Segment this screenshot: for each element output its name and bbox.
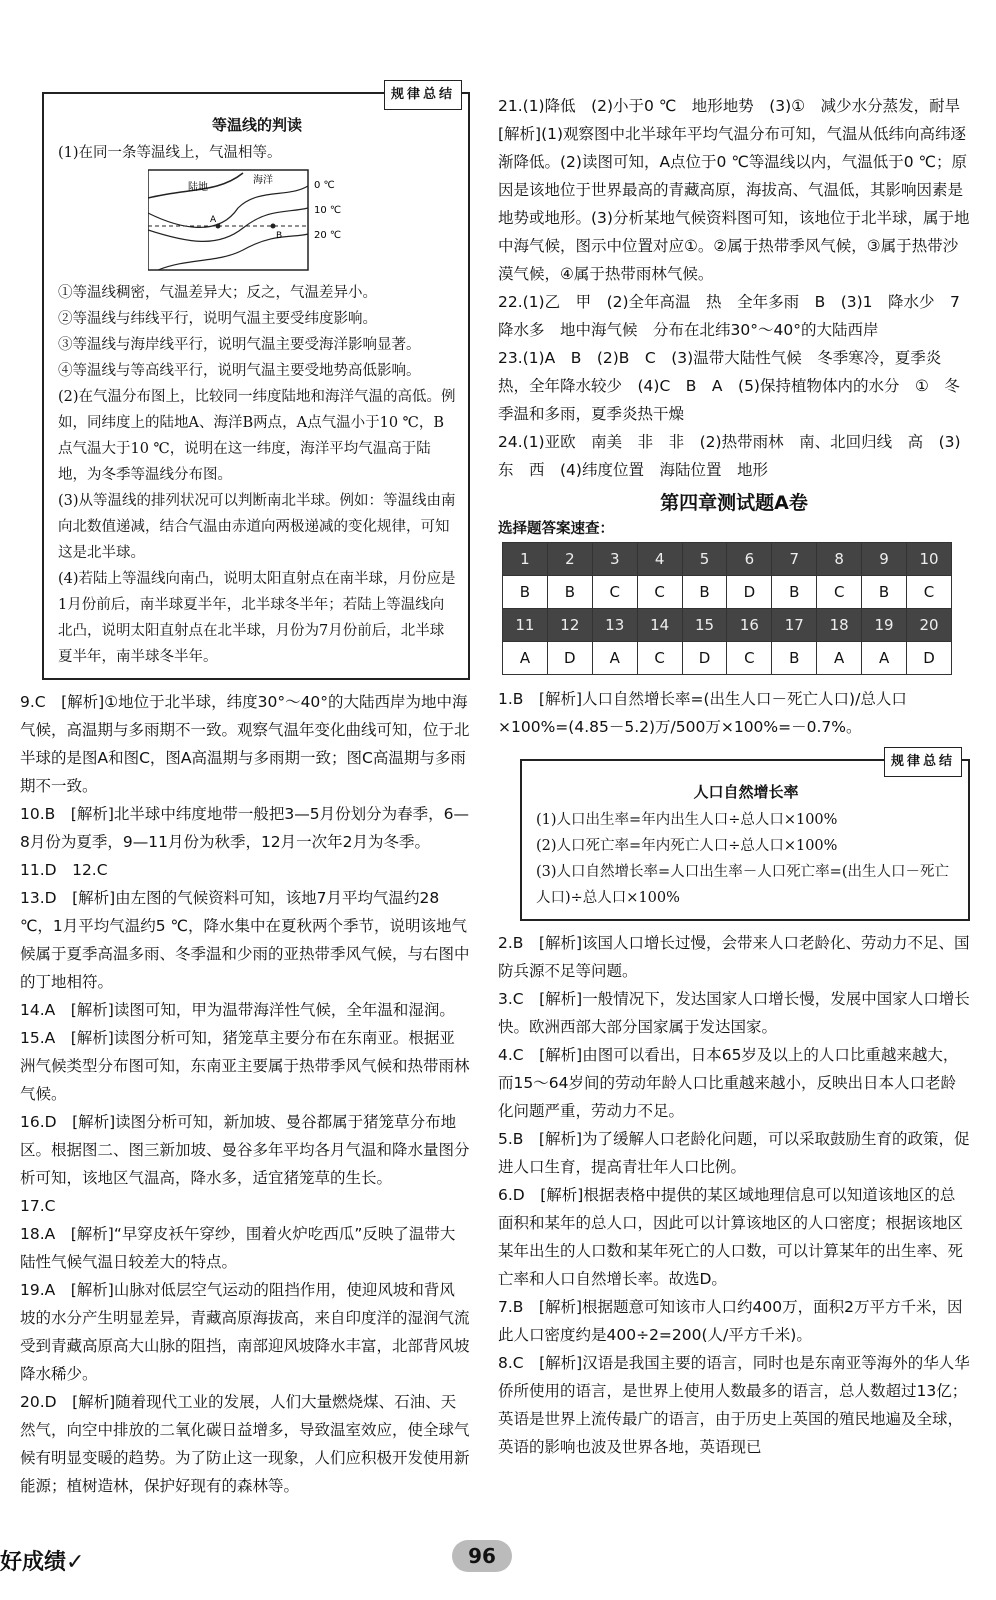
answer-item: 16.D [解析]读图分析可知，新加坡、曼谷都属于猪笼草分布地区。根据图二、图三新加坡、曼谷多年平均各月气温和降水量图分析可知，该地区气温高，降水多，适宜猪笼草的生长。 — [20, 1113, 470, 1187]
table-cell: 5 — [682, 543, 727, 576]
quick-answer-label: 选择题答案速查： — [498, 521, 614, 537]
table-cell: 13 — [592, 609, 637, 642]
table-cell: B — [547, 576, 592, 609]
isotherm-diagram — [148, 168, 348, 278]
answer-item: 23.(1)A B (2)B C (3)温带大陆性气候 冬季寒冷，夏季炎热，全年降水较少 (4)C B A (5)保持植物体内的水分 ① 冬季温和多雨，夏季炎热干燥 — [498, 349, 960, 423]
table-cell: B — [772, 576, 817, 609]
table-cell: 9 — [862, 543, 907, 576]
table-cell: B — [772, 642, 817, 675]
table-row — [503, 642, 952, 675]
answer-item: 21.(1)降低 (2)小于0 ℃ 地形地势 (3)① 减少水分蒸发，耐旱 [解析](1)观察图中北半球年平均气温分布可知，气温从低纬向高纬逐渐降低。(2)读图可知，A点位于0 ℃等温线以内，气温低于0 ℃；原因是该地位于世界最高的青藏高原，海拔高、气温低，其影响因素是地势或地形。(3)分析某地气候资料图可知，该地位于北半球，属于地中海气候，图示中位置对应①。②属于热带季风气候，③属于热带沙漠气候，④属于热带雨林气候。 — [498, 97, 976, 283]
table-cell: A — [862, 642, 907, 675]
table-cell: 8 — [817, 543, 862, 576]
footer-logo-text: 好成绩 — [0, 1550, 67, 1575]
table-cell: C — [592, 576, 637, 609]
rule-paragraph: (2)在气温分布图上，比较同一纬度陆地和海洋气温的高低。例如，同纬度上的陆地A、海洋B两点，A点气温小于10 ℃，B点气温大于10 ℃，说明在这一纬度，海洋平均气温高于陆地，为冬季等温线分布图。 — [58, 389, 456, 483]
answer-item: 3.C [解析]一般情况下，发达国家人口增长慢，发展中国家人口增长快。欧洲西部大部分国家属于发达国家。 — [498, 990, 970, 1036]
table-cell: 3 — [592, 543, 637, 576]
answer-item: 4.C [解析]由图可以看出，日本65岁及以上的人口比重越来越大，而15～64岁间的劳动年龄人口比重越来越小，反映出日本人口老龄化问题严重，劳动力不足。 — [498, 1046, 959, 1120]
table-row — [503, 576, 952, 609]
table-cell: B — [862, 576, 907, 609]
answer-item: 18.A [解析]“早穿皮袄午穿纱，围着火炉吃西瓜”反映了温带大陆性气候气温日较差大的特点。 — [20, 1225, 456, 1271]
footer-logo — [0, 1545, 84, 1576]
table-cell: C — [907, 576, 952, 609]
rule-item: ④等温线与等高线平行，说明气温主要受地势高低影响。 — [58, 363, 421, 379]
isotherm-0-label: 0 ℃ — [314, 180, 335, 191]
isotherm-10-label: 10 ℃ — [314, 205, 342, 216]
chapter-title: 第四章测试题A卷 — [660, 492, 808, 514]
table-row — [503, 543, 952, 576]
table-cell: D — [727, 576, 772, 609]
answer-table — [502, 542, 952, 675]
rule-item: ③等温线与海岸线平行，说明气温主要受海洋影响显著。 — [58, 337, 421, 353]
answer-item: 17.C — [20, 1197, 56, 1215]
answer-item: 9.C [解析]①地位于北半球，纬度30°～40°的大陆西岸为地中海气候，高温期与多雨期不一致。观察气温年变化曲线可知，位于北半球的是图A和图C，图A高温期与多雨期一致；图C高温期与多雨期不一致。 — [20, 693, 470, 795]
rule-item: (3)人口自然增长率=人口出生率－人口死亡率=(出生人口－死亡人口)÷总人口×100% — [536, 864, 949, 906]
table-cell: 16 — [727, 609, 772, 642]
table-cell: 10 — [907, 543, 952, 576]
rule-paragraph: (3)从等温线的排列状况可以判断南北半球。例如：等温线由南向北数值递减，结合气温由赤道向两极递减的变化规律，可知这是北半球。 — [58, 493, 456, 561]
answer-item: 13.D [解析]由左图的气候资料可知，该地7月平均气温约28 ℃，1月平均气温约5 ℃，降水集中在夏秋两个季节，说明该地气候属于夏季高温多雨、冬季温和少雨的亚热带季风气候，与右图中的丁地相符。 — [20, 889, 470, 991]
box-title: 等温线的判读 — [211, 116, 302, 134]
point-b — [271, 224, 276, 229]
rule-item: (2)人口死亡率=年内死亡人口÷总人口×100% — [536, 838, 838, 854]
box-line: (1)在同一条等温线上，气温相等。 — [58, 145, 282, 161]
answer-item: 11.D 12.C — [20, 861, 108, 879]
box-title: 人口自然增长率 — [693, 783, 799, 801]
rule-item: ②等温线与纬线平行，说明气温主要受纬度影响。 — [58, 311, 377, 327]
answer-item: 7.B [解析]根据题意可知该市人口约400万，面积2万平方千米，因此人口密度约是400÷2=200(人/平方千米)。 — [498, 1298, 963, 1344]
rule-summary-box-isotherm — [42, 87, 470, 680]
table-row — [503, 609, 952, 642]
table-cell: C — [637, 642, 682, 675]
right-column — [498, 92, 976, 1461]
table-cell: A — [592, 642, 637, 675]
isotherm-20-label: 20 ℃ — [314, 230, 342, 241]
rule-summary-tag: 规律总结 — [384, 80, 462, 110]
table-cell: 4 — [637, 543, 682, 576]
table-cell: C — [817, 576, 862, 609]
answer-item: 8.C [解析]汉语是我国主要的语言，同时也是东南亚等海外的华人华侨所使用的语言，是世界上使用人数最多的语言，总人数超过13亿；英语是世界上流传最广的语言，由于历史上英国的殖民地遍及全球，英语的影响也波及世界各地，英语现已 — [498, 1354, 970, 1456]
answer-item: 24.(1)亚欧 南美 非 非 (2)热带雨林 南、北回归线 高 (3)东 西 (4)纬度位置 海陆位置 地形 — [498, 433, 961, 479]
table-cell: C — [637, 576, 682, 609]
rule-summary-box-population — [520, 754, 970, 921]
answer-item: 2.B [解析]该国人口增长过慢，会带来人口老龄化、劳动力不足、国防兵源不足等问题。 — [498, 934, 970, 980]
table-cell: 18 — [817, 609, 862, 642]
answer-item: 20.D [解析]随着现代工业的发展，人们大量燃烧煤、石油、天然气，向空中排放的二氧化碳日益增多，导致温室效应，使全球气候有明显变暖的趋势。为了防止这一现象，人们应积极开发使用新能源；植树造林，保护好现有的森林等。 — [20, 1393, 470, 1495]
table-cell: B — [682, 576, 727, 609]
point-a-label: A — [210, 215, 217, 225]
table-cell: 14 — [637, 609, 682, 642]
rule-item: (1)人口出生率=年内出生人口÷总人口×100% — [536, 812, 838, 828]
left-column — [20, 87, 470, 1500]
table-cell: D — [907, 642, 952, 675]
table-cell: B — [503, 576, 548, 609]
table-cell: 15 — [682, 609, 727, 642]
answer-item: 19.A [解析]山脉对低层空气运动的阻挡作用，使迎风坡和背风坡的水分产生明显差异，青藏高原海拔高，来自印度洋的湿润气流受到青藏高原高大山脉的阻挡，南部迎风坡降水丰富，北部背风坡降水稀少。 — [20, 1281, 470, 1383]
table-cell: 17 — [772, 609, 817, 642]
page-number: 96 — [452, 1540, 512, 1572]
ocean-label: 海洋 — [253, 175, 273, 186]
table-cell: A — [817, 642, 862, 675]
answer-item: 22.(1)乙 甲 (2)全年高温 热 全年多雨 B (3)1 降水少 7 降水多 地中海气候 分布在北纬30°～40°的大陆西岸 — [498, 293, 976, 339]
table-cell: 11 — [503, 609, 548, 642]
table-cell: D — [547, 642, 592, 675]
table-cell: A — [503, 642, 548, 675]
rule-item: ①等温线稠密，气温差异大；反之，气温差异小。 — [58, 285, 377, 301]
table-cell: 20 — [907, 609, 952, 642]
table-cell: 7 — [772, 543, 817, 576]
answer-item: 6.D [解析]根据表格中提供的某区域地理信息可以知道该地区的总面积和某年的总人口，因此可以计算该地区的人口密度；根据该地区某年出生的人口数和某年死亡的人口数，可以计算某年的出生率、死亡率和人口自然增长率。故选D。 — [498, 1186, 964, 1288]
table-cell: C — [727, 642, 772, 675]
answer-item: 5.B [解析]为了缓解人口老龄化问题，可以采取鼓励生育的政策，促进人口生育，提高青壮年人口比例。 — [498, 1130, 970, 1176]
answer-item: 10.B [解析]北半球中纬度地带一般把3—5月份划分为春季，6—8月份为夏季，9—11月份为秋季，12月一次年2月为冬季。 — [20, 805, 469, 851]
point-b-label: B — [276, 231, 283, 241]
rule-summary-tag: 规律总结 — [884, 747, 962, 777]
rule-paragraph: (4)若陆上等温线向南凸，说明太阳直射点在南半球，月份应是1月份前后，南半球夏半年，北半球冬半年；若陆上等温线向北凸，说明太阳直射点在北半球，月份为7月份前后，北半球夏半年，南半球冬半年。 — [58, 571, 456, 665]
land-label: 陆地 — [188, 182, 208, 193]
table-cell: 19 — [862, 609, 907, 642]
checkmark-icon: ✓ — [66, 1550, 85, 1575]
answer-item: 1.B [解析]人口自然增长率=(出生人口－死亡人口)/总人口×100%=(4.85－5.2)万/500万×100%=－0.7%。 — [498, 690, 907, 736]
table-cell: 12 — [547, 609, 592, 642]
table-cell: 6 — [727, 543, 772, 576]
table-cell: D — [682, 642, 727, 675]
point-a — [216, 224, 221, 229]
answer-item: 14.A [解析]读图可知，甲为温带海洋性气候，全年温和湿润。 — [20, 1001, 455, 1019]
answer-item: 15.A [解析]读图分析可知，猪笼草主要分布在东南亚。根据亚洲气候类型分布图可知，东南亚主要属于热带季风气候和热带雨林气候。 — [20, 1029, 470, 1103]
table-cell: 2 — [547, 543, 592, 576]
table-cell: 1 — [503, 543, 548, 576]
